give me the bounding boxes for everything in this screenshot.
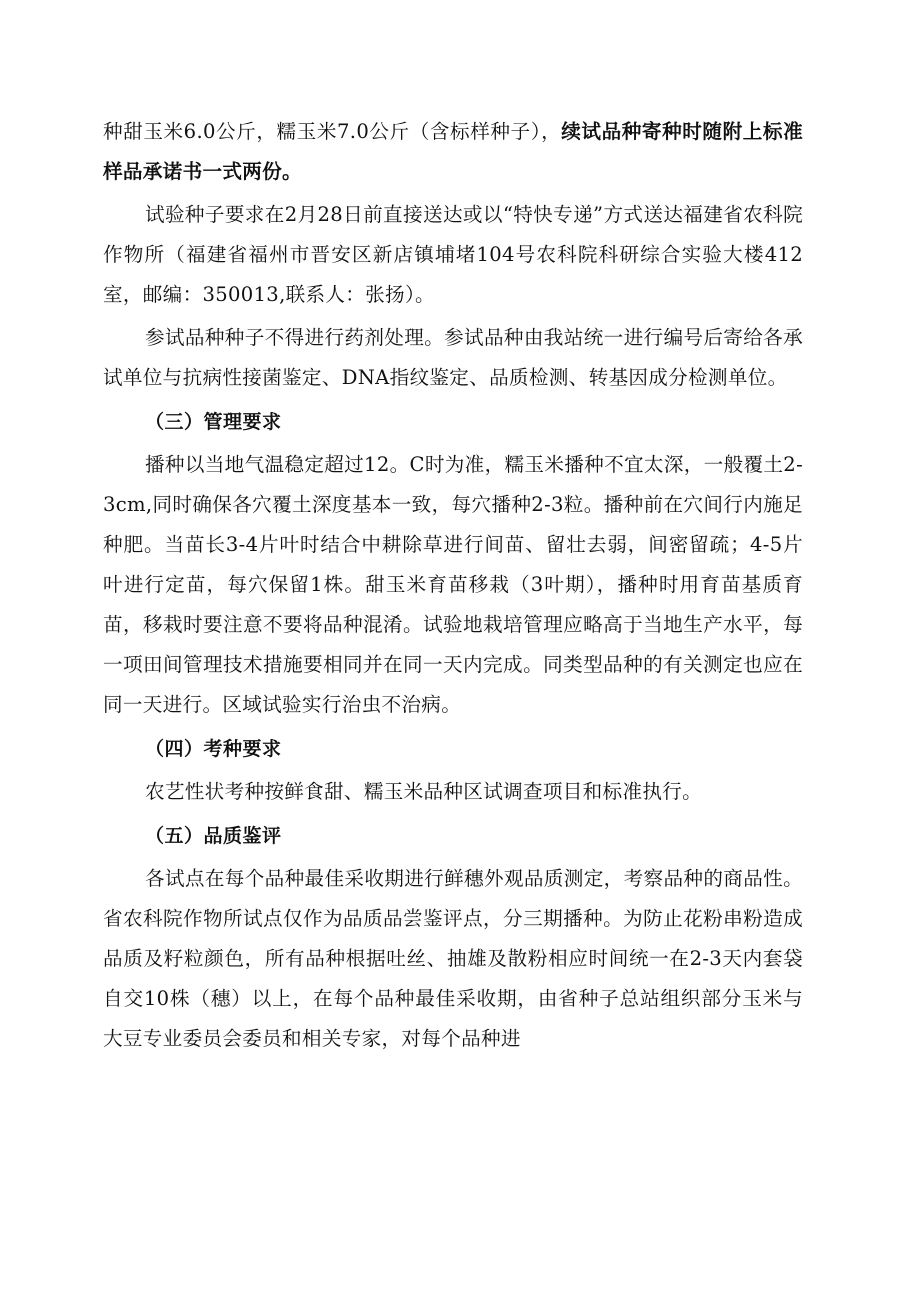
- paragraph-quality-evaluation: 各试点在每个品种最佳采收期进行鲜穗外观品质测定，考察品种的商品性。省农科院作物所试点仅作为品质品尝鉴评点，分三期播种。为防止花粉串粉造成品质及籽粒颜色，所有品种根据吐丝、抽雄及散粉相应时间统一在2-3天内套袋自交10株（穗）以上，在每个品种最佳采收期，由省种子总站组织部分玉米与大豆专业委员会委员和相关专家，对每个品种进: [103, 867, 803, 1050]
- paragraph-seed-examination: 农艺性状考种按鲜食甜、糯玉米品种区试调查项目和标准执行。: [145, 780, 703, 803]
- paragraph-management-details: 播种以当地气温稳定超过12。C时为准，糯玉米播种不宜太深，一般覆土2-3cm,同时确保各穴覆土深度基本一致，每穴播种2-3粒。播种前在穴间行内施足种肥。当苗长3-4片叶时结合中耕除草进行间苗、留壮去弱，间密留疏；4-5片叶进行定苗，每穴保留1株。甜玉米育苗移栽（3叶期），播种时用育苗基质育苗，移栽时要注意不要将品种混淆。试验地栽培管理应略高于当地生产水平，每一项田间管理技术措施要相同并在同一天内完成。同类型品种的有关测定也应在同一天进行。区域试验实行治虫不治病。: [103, 453, 803, 716]
- seed-quantity-text: 种甜玉米6.0公斤，糯玉米7.0公斤（含标样种子），: [103, 120, 562, 143]
- paragraph-seed-treatment: 参试品种种子不得进行药剂处理。参试品种由我站统一进行编号后寄给各承试单位与抗病性接菌鉴定、DNA指纹鉴定、品质检测、转基因成分检测单位。: [103, 326, 803, 389]
- document-page: [103, 112, 803, 1059]
- heading-quality-evaluation: （五）品质鉴评: [145, 825, 282, 847]
- heading-management-requirements: （三）管理要求: [145, 411, 282, 433]
- paragraph-seed-delivery: 试验种子要求在2月28日前直接送达或以“特快专递”方式送达福建省农科院作物所（福建省福州市晋安区新店镇埔堵104号农科院科研综合实验大楼412室，邮编：350013,联系人：张扬）。: [103, 203, 803, 306]
- continuing-variety-note: 续试品种寄种时随附上标准样品承诺书一式两份。: [103, 120, 803, 183]
- heading-seed-examination: （四）考种要求: [145, 738, 282, 760]
- paragraph-seed-quantity: [103, 112, 803, 192]
